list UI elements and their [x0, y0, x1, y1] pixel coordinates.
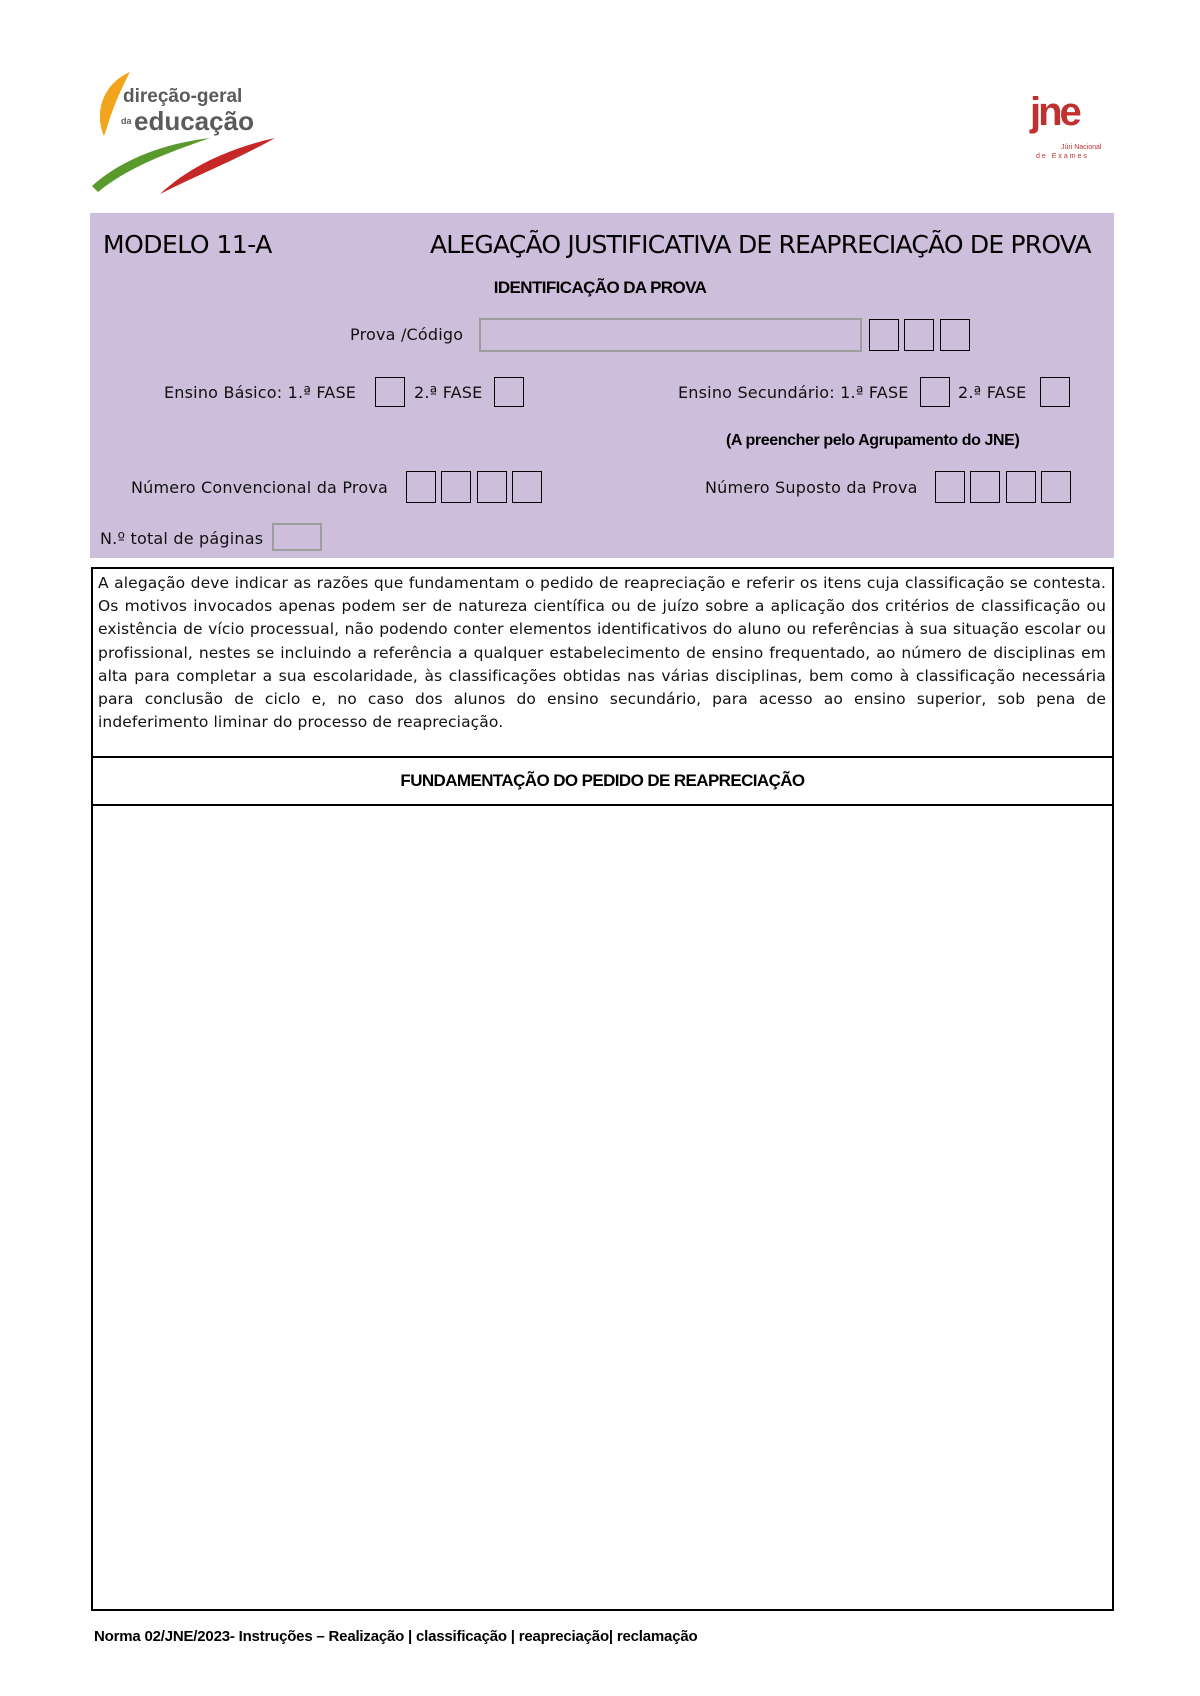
basico-fase1-checkbox[interactable]	[375, 377, 405, 407]
numero-suposto-box-3[interactable]	[1006, 471, 1036, 503]
justification-text-area[interactable]	[93, 806, 1112, 1608]
basico-fase2-label: 2.ª FASE	[414, 383, 483, 402]
numero-convencional-box-3[interactable]	[477, 471, 507, 503]
prova-codigo-input[interactable]	[479, 318, 862, 352]
instructions-text: A alegação deve indicar as razões que fundamentam o pedido de reapreciação e referir os itens cuja classificação se contesta. Os motivos invocados apenas podem ser de natureza científica ou de juízo sobre a aplicação dos critérios de classificação ou existência de vício processual, não podendo conter elementos identificativos do aluno ou referências à sua situação escolar ou profissional, nestes se incluindo a referência a qualquer estabelecimento de ensino frequentado, ao número de disciplinas em alta para completar a sua escolaridade, às classificações obtidas nas várias disciplinas, bem como à classificação necessária para conclusão de ciclo e, no caso dos alunos do ensino secundário, para acesso ao ensino superior, sob pena de indeferimento liminar do processo de reapreciação.	[98, 574, 1106, 732]
numero-convencional-box-2[interactable]	[441, 471, 471, 503]
section-heading-fundamentacao: FUNDAMENTAÇÃO DO PEDIDO DE REAPRECIAÇÃO	[93, 756, 1112, 806]
total-paginas-input[interactable]	[272, 523, 322, 551]
secundario-fase2-checkbox[interactable]	[1040, 377, 1070, 407]
jne-logo-line1: Júri Nacional	[1061, 144, 1102, 151]
numero-suposto-box-4[interactable]	[1041, 471, 1071, 503]
numero-convencional-label: Número Convencional da Prova	[131, 478, 389, 497]
form-title: ALEGAÇÃO JUSTIFICATIVA DE REAPRECIAÇÃO DE PROVA	[430, 230, 1091, 259]
code-box-3[interactable]	[940, 319, 970, 351]
ensino-basico-label: Ensino Básico: 1.ª FASE	[164, 383, 357, 402]
numero-suposto-label: Número Suposto da Prova	[705, 478, 918, 497]
preencher-note: (A preencher pelo Agrupamento do JNE)	[726, 432, 1020, 449]
numero-convencional-box-1[interactable]	[406, 471, 436, 503]
secundario-fase2-label: 2.ª FASE	[958, 383, 1027, 402]
numero-suposto-box-2[interactable]	[970, 471, 1000, 503]
ensino-secundario-label: Ensino Secundário: 1.ª FASE	[678, 383, 909, 402]
dge-logo-small: da	[121, 116, 132, 126]
prova-codigo-label: Prova /Código	[350, 325, 464, 344]
total-paginas-label: N.º total de páginas	[100, 529, 264, 548]
dge-logo	[90, 66, 280, 196]
jne-logo	[1030, 90, 1110, 162]
jne-logo-mark: jne	[1030, 90, 1079, 134]
section-title-identificacao: IDENTIFICAÇÃO DA PROVA	[493, 278, 707, 297]
code-box-2[interactable]	[904, 319, 934, 351]
dge-logo-line2: educação	[134, 106, 254, 136]
numero-suposto-box-1[interactable]	[935, 471, 965, 503]
secundario-fase1-checkbox[interactable]	[920, 377, 950, 407]
footer-norma: Norma 02/JNE/2023- Instruções – Realização | classificação | reapreciação| reclamação	[94, 1628, 698, 1645]
jne-logo-line2: de Exames	[1036, 153, 1090, 160]
model-number: MODELO 11-A	[103, 230, 272, 259]
numero-convencional-box-4[interactable]	[512, 471, 542, 503]
code-box-1[interactable]	[869, 319, 899, 351]
dge-logo-line1: direção-geral	[123, 86, 243, 107]
basico-fase2-checkbox[interactable]	[494, 377, 524, 407]
